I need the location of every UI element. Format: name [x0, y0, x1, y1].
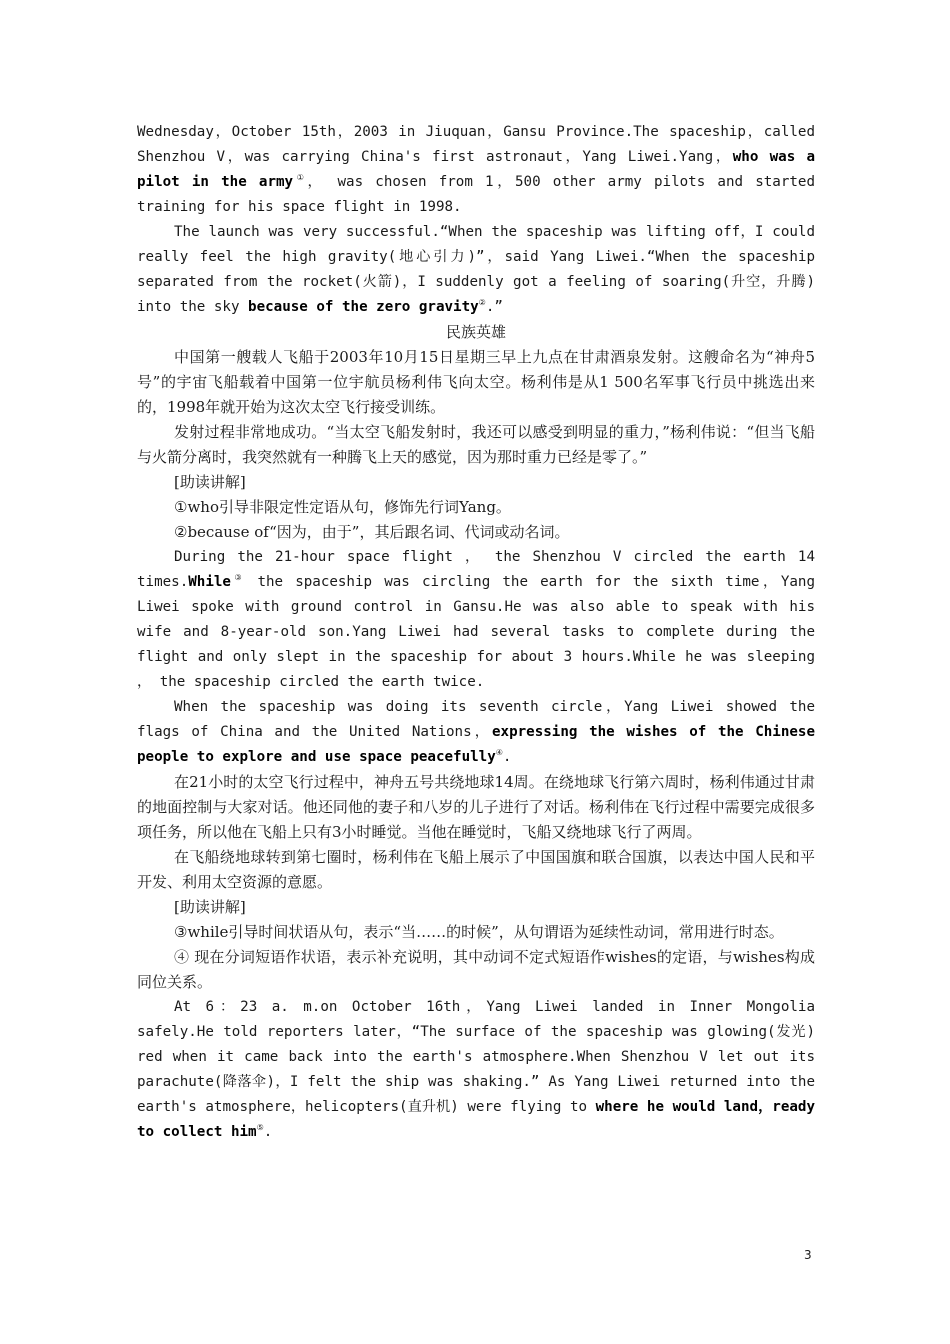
highlight-phrase: because of the zero gravity [248, 299, 479, 315]
page-number: 3 [804, 1248, 812, 1262]
note-2: ②because of“因为，由于”，其后跟名词、代词或动名词。 [174, 523, 570, 541]
note-marker: ⑤ [256, 1123, 264, 1132]
chinese-paragraph-2: 发射过程非常地成功。“当太空飞船发射时，我还可以感受到明显的重力，”杨利伟说：“但当飞船与火箭分离时，我突然就有一种腾飞上天的感觉，因为那时重力已经是零了。” [137, 423, 815, 466]
highlight-phrase: where he would land，ready to collect him [137, 1099, 815, 1140]
highlight-phrase: While [188, 574, 231, 590]
note-marker: ④ [495, 748, 503, 757]
note-4: ④ 现在分词短语作状语，表示补充说明，其中动词不定式短语作wishes的定语，与wishes构成同位关系。 [137, 948, 815, 991]
english-paragraph-1: Wednesday，October 15th，2003 in Jiuquan，Gansu Province.The spaceship，called Shenzhou V，was carrying China's first astronaut，Yang Liwei.Yang，who was a pilot in the army①， was chosen from 1，500 other army pilots and started training for his space flight in 1998. [137, 124, 816, 215]
help-label: [助读讲解] [174, 473, 246, 491]
english-paragraph-3: During the 21-hour space flight ， the Shenzhou V circled the earth 14 times.While③ the spaceship was circling the earth for the sixth time，Yang Liwei spoke with ground control in Gansu.He was also able to speak with his wife and 8-year-old son.Yang Liwei had several tasks to complete during the flight and only slept in the spaceship for about 3 hours.While he was sleeping ， the spaceship circled the earth twice. [137, 549, 816, 690]
note-1: ①who引导非限定性定语从句，修饰先行词Yang。 [174, 498, 511, 516]
english-paragraph-2: The launch was very successful.“When the spaceship was lifting off，I could really feel the high gravity(地心引力)”，said Yang Liwei.“When the spaceship separated from the rocket(火箭)，I suddenly got a feeling of soaring(升空，升腾) into the sky because of the zero gravity②.” [137, 224, 815, 315]
chinese-paragraph-3: 在21小时的太空飞行过程中，神舟五号共绕地球14周。在绕地球飞行第六周时，杨利伟通过甘肃的地面控制与大家对话。他还同他的妻子和八岁的儿子进行了对话。杨利伟在飞行过程中需要完成很多项任务，所以他在飞船上只有3小时睡觉。当他在睡觉时，飞船又绕地球飞行了两周。 [137, 773, 815, 841]
highlight-phrase: expressing the wishes of the Chinese people to explore and use space peacefully [137, 724, 815, 765]
section-title: 民族英雄 [445, 323, 506, 341]
help-label: [助读讲解] [174, 898, 246, 916]
note-3: ③while引导时间状语从句，表示“当……的时候”，从句谓语为延续性动词，常用进行时态。 [174, 923, 784, 941]
document-body [137, 120, 815, 1145]
chinese-paragraph-4: 在飞船绕地球转到第七圈时，杨利伟在飞船上展示了中国国旗和联合国旗，以表达中国人民和平开发、利用太空资源的意愿。 [137, 848, 815, 891]
chinese-paragraph-1: 中国第一艘载人飞船于2003年10月15日星期三早上九点在甘肃酒泉发射。这艘命名为“神舟5号”的宇宙飞船载着中国第一位宇航员杨利伟飞向太空。杨利伟是从1 500名军事飞行员中挑选出来的，1998年就开始为这次太空飞行接受训练。 [137, 348, 815, 416]
note-marker: ③ [230, 573, 246, 582]
note-marker: ② [478, 298, 486, 307]
english-paragraph-5: At 6：23 a. m.on October 16th，Yang Liwei landed in Inner Mongolia safely.He told reporters later，“The surface of the spaceship was glowing(发光) red when it came back into the earth's atmosphere.When Shenzhou V let out its parachute(降落伞)，I felt the ship was shaking.” As Yang Liwei returned into the earth's atmosphere，helicopters(直升机) were flying to where he would land，ready to collect him⑤. [137, 999, 815, 1140]
english-paragraph-4: When the spaceship was doing its seventh circle，Yang Liwei showed the flags of China and the United Nations，expressing the wishes of the Chinese people to explore and use space peacefully④. [137, 699, 815, 765]
note-marker: ① [293, 173, 308, 182]
highlight-phrase: who was a pilot in the army [137, 149, 815, 190]
